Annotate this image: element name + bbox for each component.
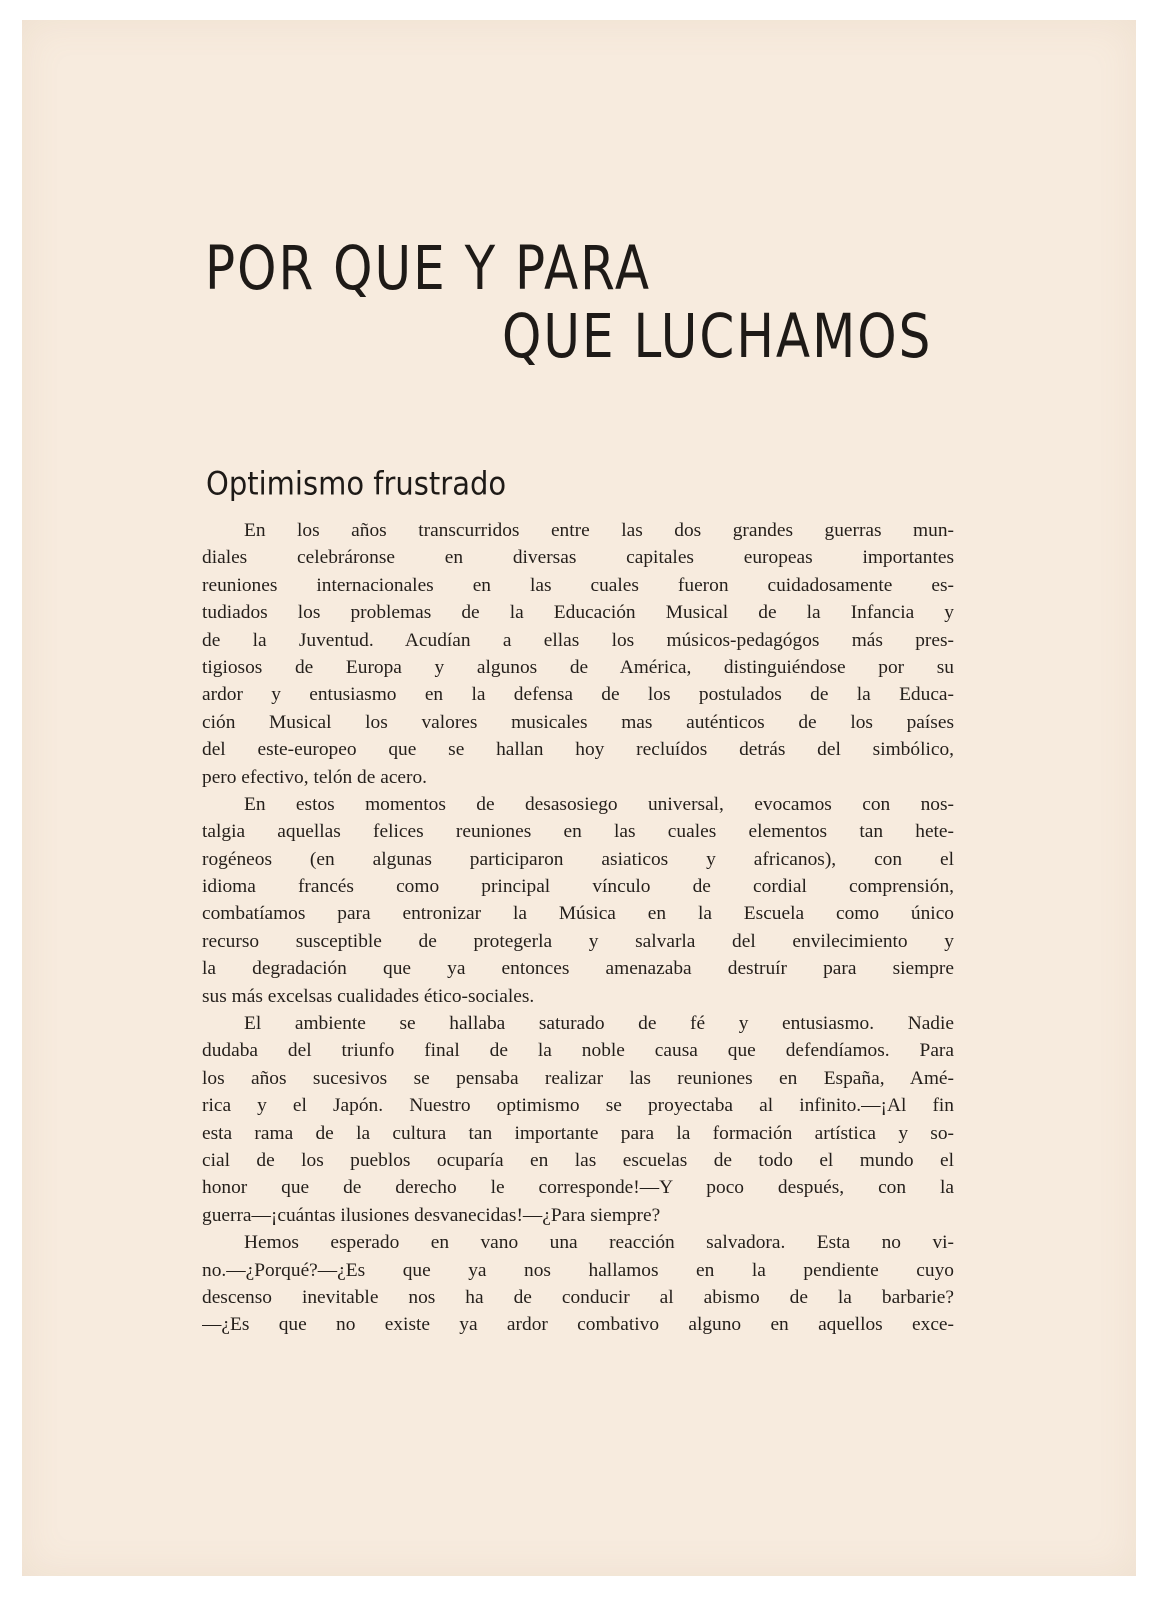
text-line: dudaba del triunfo final de la noble causa que defendíamos. Para — [202, 1040, 954, 1062]
text-line: reuniones internacionales en las cuales fueron cuidadosamente es- — [202, 574, 954, 596]
text-line: tudiados los problemas de la Educación Musical de la Infancia y — [202, 602, 954, 624]
text-line: guerra—¡cuántas ilusiones desvanecidas!—¿Para siempre? — [202, 1204, 661, 1226]
text-line: rica y el Japón. Nuestro optimismo se proyectaba al infinito.—¡Al fin — [202, 1095, 954, 1117]
text-line: talgia aquellas felices reuniones en las cuales elementos tan hete- — [202, 821, 954, 843]
text-line: ardor y entusiasmo en la defensa de los postulados de la Educa- — [202, 684, 954, 706]
paragraph-1 — [202, 517, 954, 791]
text-line: no.—¿Porqué?—¿Es que ya nos hallamos en la pendiente cuyo — [202, 1259, 954, 1281]
page-sheet — [22, 20, 1136, 1576]
text-line: idioma francés como principal vínculo de cordial comprensión, — [202, 876, 954, 898]
text-line: En estos momentos de desasosiego universal, evocamos con nos- — [244, 793, 954, 815]
text-line: diales celebráronse en diversas capitales europeas importantes — [202, 547, 954, 569]
text-line: del este-europeo que se hallan hoy recluídos detrás del simbólico, — [202, 739, 954, 761]
text-line: cial de los pueblos ocuparía en las escuelas de todo el mundo el — [202, 1149, 954, 1171]
text-line: —¿Es que no existe ya ardor combativo alguno en aquellos exce- — [202, 1314, 954, 1336]
text-line: En los años transcurridos entre las dos grandes guerras mun- — [244, 520, 954, 541]
text-line: recurso susceptible de protegerla y salvarla del envilecimiento y — [202, 930, 954, 952]
text-line: pero efectivo, telón de acero. — [202, 766, 428, 788]
paragraph-3 — [202, 1010, 954, 1229]
text-line: la degradación que ya entonces amenazaba destruír para siempre — [202, 958, 954, 980]
title-line-2: QUE LUCHAMOS — [502, 301, 933, 372]
text-line: esta rama de la cultura tan importante para la formación artística y so- — [202, 1122, 954, 1144]
text-line: tigiosos de Europa y algunos de América, distinguiéndose por su — [202, 656, 954, 678]
paragraph-4 — [202, 1229, 954, 1339]
title-line-1: POR QUE Y PARA — [205, 233, 652, 304]
text-line: los años sucesivos se pensaba realizar las reuniones en España, Amé- — [202, 1067, 954, 1089]
article-body — [202, 517, 954, 1339]
text-line: El ambiente se hallaba saturado de fé y entusiasmo. Nadie — [244, 1013, 954, 1035]
text-line: rogéneos (en algunas participaron asiaticos y africanos), con el — [202, 848, 954, 870]
text-line: sus más excelsas cualidades ético-sociales. — [202, 985, 535, 1007]
paragraph-2 — [202, 791, 954, 1010]
text-line: honor que de derecho le corresponde!—Y poco después, con la — [202, 1177, 954, 1199]
text-line: Hemos esperado en vano una reacción salvadora. Esta no vi- — [244, 1232, 954, 1254]
section-heading: Optimismo frustrado — [206, 465, 507, 503]
text-line: descenso inevitable nos ha de conducir al abismo de la barbarie? — [202, 1286, 954, 1308]
text-line: combatíamos para entronizar la Música en la Escuela como único — [202, 903, 954, 925]
text-line: de la Juventud. Acudían a ellas los músicos-pedagógos más pres- — [202, 629, 954, 651]
text-line: ción Musical los valores musicales mas auténticos de los países — [202, 711, 954, 733]
